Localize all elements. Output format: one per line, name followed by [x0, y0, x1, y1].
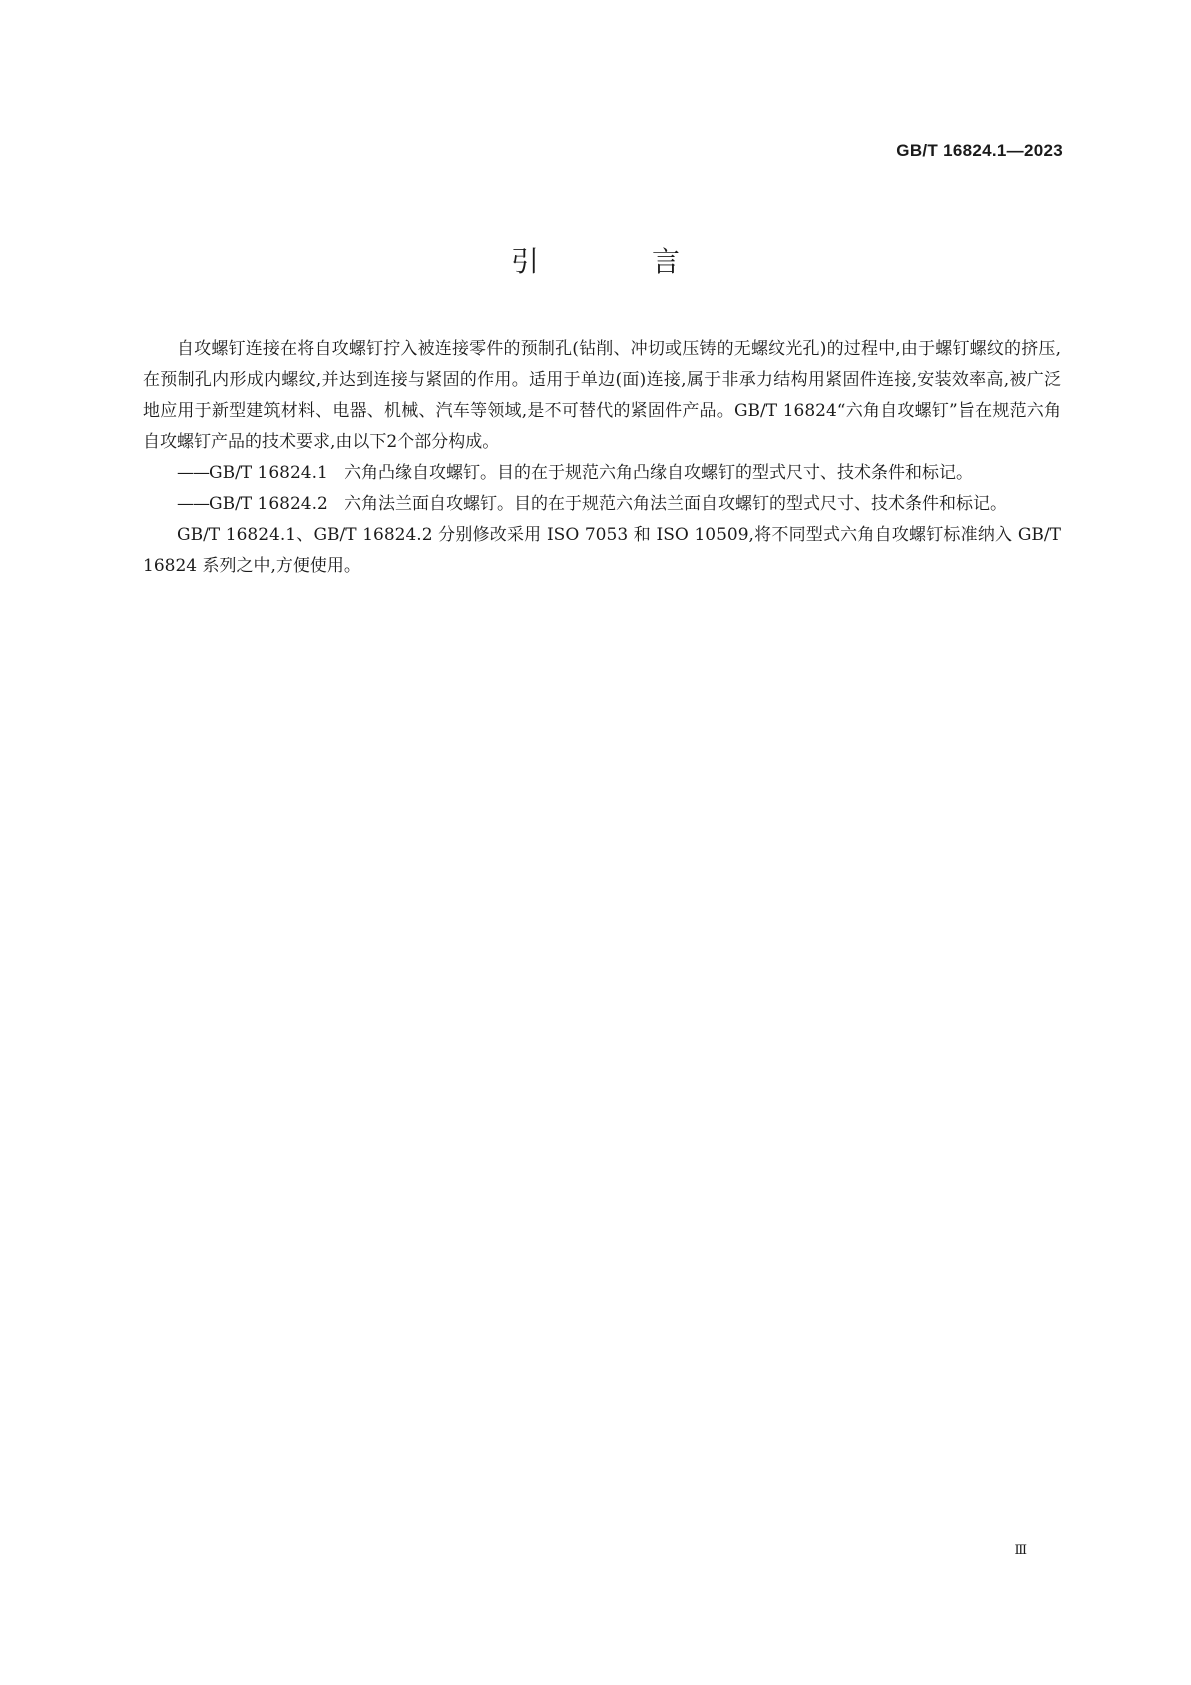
list-item-code: GB/T 16824.2 — [209, 494, 328, 514]
closing-paragraph: GB/T 16824.1、GB/T 16824.2 分别修改采用 ISO 7053 和 ISO 10509,将不同型式六角自攻螺钉标准纳入 GB/T 16824 系列之中,方便使用。 — [143, 525, 1061, 576]
list-item-text: 六角法兰面自攻螺钉。目的在于规范六角法兰面自攻螺钉的型式尺寸、技术条件和标记。 — [344, 494, 1008, 514]
list-item-text: 六角凸缘自攻螺钉。目的在于规范六角凸缘自攻螺钉的型式尺寸、技术条件和标记。 — [344, 463, 974, 483]
list-dash: —— — [177, 494, 209, 514]
intro-paragraph: 自攻螺钉连接在将自攻螺钉拧入被连接零件的预制孔(钻削、冲切或压铸的无螺纹光孔)的过程中,由于螺钉螺纹的挤压,在预制孔内形成内螺纹,并达到连接与紧固的作用。适用于单边(面)连接,属于非承力结构用紧固件连接,安装效率高,被广泛地应用于新型建筑材料、电器、机械、汽车等领域,是不可替代的紧固件产品。GB/T 16824“六角自攻螺钉”旨在规范六角自攻螺钉产品的技术要求,由以下2个部分构成。 — [143, 339, 1061, 452]
standard-number: GB/T 16824.1—2023 — [896, 141, 1063, 160]
list-item — [143, 458, 1061, 489]
page-title: 引 言 — [511, 245, 732, 278]
document-body — [143, 334, 1061, 582]
list-item — [143, 489, 1061, 520]
list-item-code: GB/T 16824.1 — [209, 463, 328, 483]
list-dash: —— — [177, 463, 209, 483]
page-number: Ⅲ — [1014, 1543, 1027, 1558]
